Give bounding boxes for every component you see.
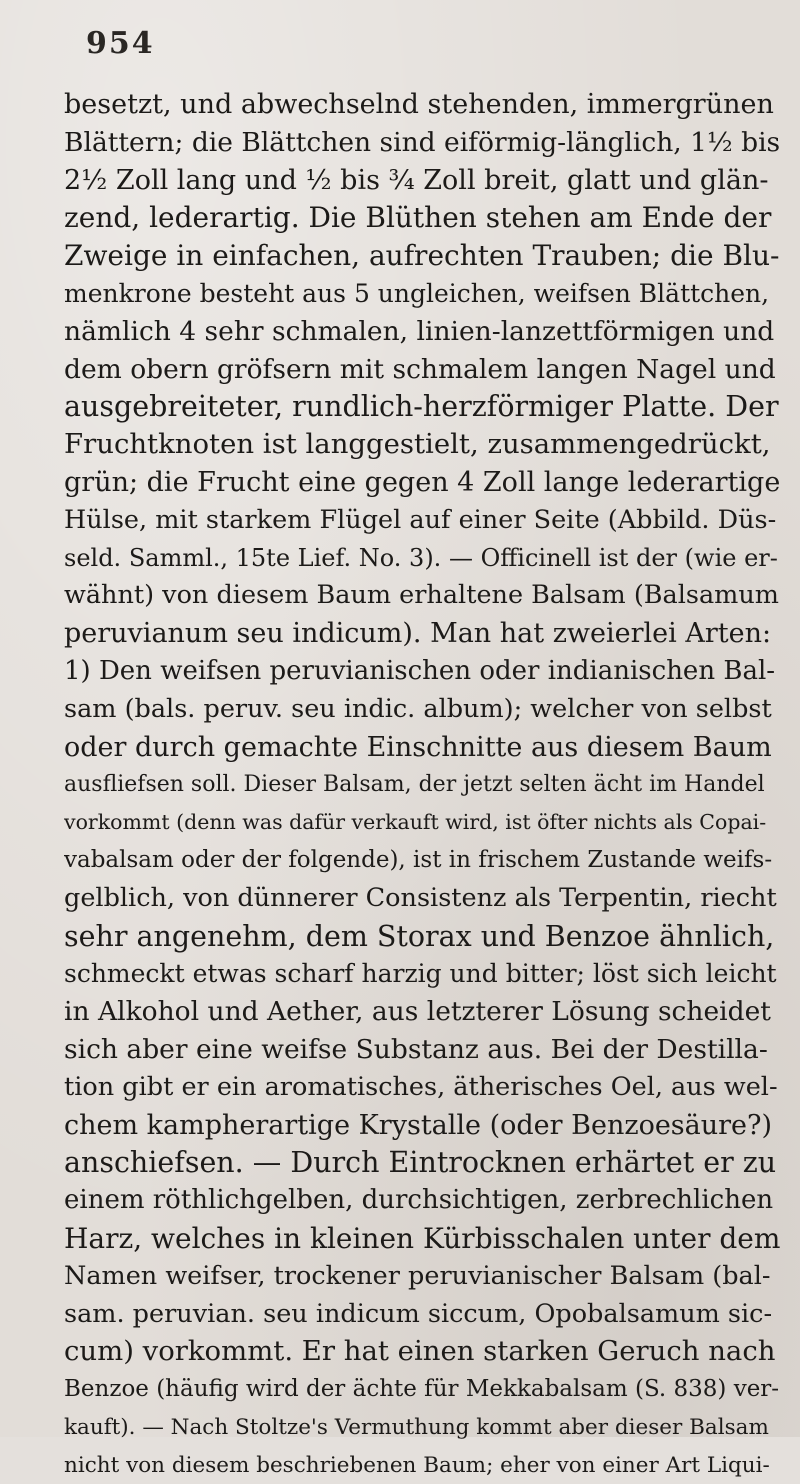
text-line: tion gibt er ein aromatisches, ätherisches Oel, aus wel- — [64, 1071, 778, 1102]
text-line: nämlich 4 sehr schmalen, linien-lanzettförmigen und — [64, 315, 775, 347]
text-line: kauft). — Nach Stoltze's Vermuthung kommt aber dieser Balsam — [64, 1414, 769, 1440]
text-line: in Alkohol und Aether, aus letzterer Lösung scheidet — [64, 996, 771, 1028]
text-line: sich aber eine weifse Substanz aus. Bei der Destilla- — [64, 1033, 768, 1065]
text-line: Zweige in einfachen, aufrechten Trauben; die Blu- — [64, 239, 780, 273]
text-line: nicht von diesem beschriebenen Baum; eher von einer Art Liqui- — [64, 1452, 770, 1478]
text-line: peruvianum seu indicum). Man hat zweierlei Arten: — [64, 618, 772, 650]
text-line: anschiefsen. — Durch Eintrocknen erhärtet er zu — [64, 1146, 777, 1180]
text-line: vorkommt (denn was dafür verkauft wird, ist öfter nichts als Copai- — [64, 810, 767, 835]
text-line: oder durch gemachte Einschnitte aus diesem Baum — [64, 731, 772, 763]
text-line: Harz, welches in kleinen Kürbisschalen unter dem — [64, 1221, 780, 1255]
text-line: schmeckt etwas scharf harzig und bitter; löst sich leicht — [64, 959, 777, 989]
text-line: sehr angenehm, dem Storax und Benzoe ähnlich, — [64, 919, 775, 953]
text-line: Hülse, mit starkem Flügel auf einer Seite (Abbild. Düs- — [64, 504, 777, 535]
text-line: 2½ Zoll lang und ½ bis ¾ Zoll breit, glatt und glän- — [64, 164, 769, 196]
text-line: sam. peruvian. seu indicum siccum, Opobalsamum sic- — [64, 1298, 773, 1329]
text-line: Blättern; die Blättchen sind eiförmig-länglich, 1½ bis — [64, 126, 780, 158]
text-line: gelblich, von dünnerer Consistenz als Terpentin, riecht — [64, 882, 777, 913]
text-line: ausfliefsen soll. Dieser Balsam, der jetzt selten ächt im Handel — [64, 772, 765, 798]
text-line: besetzt, und abwechselnd stehenden, immergrünen — [64, 89, 774, 120]
text-line: ausgebreiteter, rundlich-herzförmiger Platte. Der — [64, 390, 779, 424]
text-line: seld. Samml., 15te Lief. No. 3). — Officinell ist der (wie er- — [64, 543, 778, 572]
text-line: einem röthlichgelben, durchsichtigen, zerbrechlichen — [64, 1185, 774, 1216]
text-line: zend, lederartig. Die Blüthen stehen am Ende der — [64, 201, 772, 235]
text-line: wähnt) von diesem Baum erhaltene Balsam (Balsamum — [64, 580, 779, 611]
text-line: dem obern gröfsern mit schmalem langen Nagel und — [64, 353, 776, 385]
text-line: 1) Den weifsen peruvianischen oder indianischen Bal- — [64, 655, 776, 686]
text-line: menkrone besteht aus 5 ungleichen, weifsen Blättchen, — [64, 278, 770, 308]
text-line: sam (bals. peruv. seu indic. album); welcher von selbst — [64, 693, 772, 724]
page-number: 954 — [86, 26, 155, 61]
text-line: Namen weifser, trockener peruvianischer Balsam (bal- — [64, 1260, 771, 1291]
text-line: cum) vorkommt. Er hat einen starken Geruch nach — [64, 1335, 776, 1368]
text-line: grün; die Frucht eine gegen 4 Zoll lange lederartige — [64, 466, 780, 498]
text-line: Benzoe (häufig wird der ächte für Mekkabalsam (S. 838) ver- — [64, 1376, 780, 1403]
text-line: chem kampherartige Krystalle (oder Benzoesäure?) — [64, 1109, 773, 1141]
body-text — [64, 86, 780, 1484]
text-line: vabalsam oder der folgende), ist in frischem Zustande weifs- — [64, 846, 773, 873]
text-line: Fruchtknoten ist langgestielt, zusammengedrückt, — [64, 428, 771, 461]
